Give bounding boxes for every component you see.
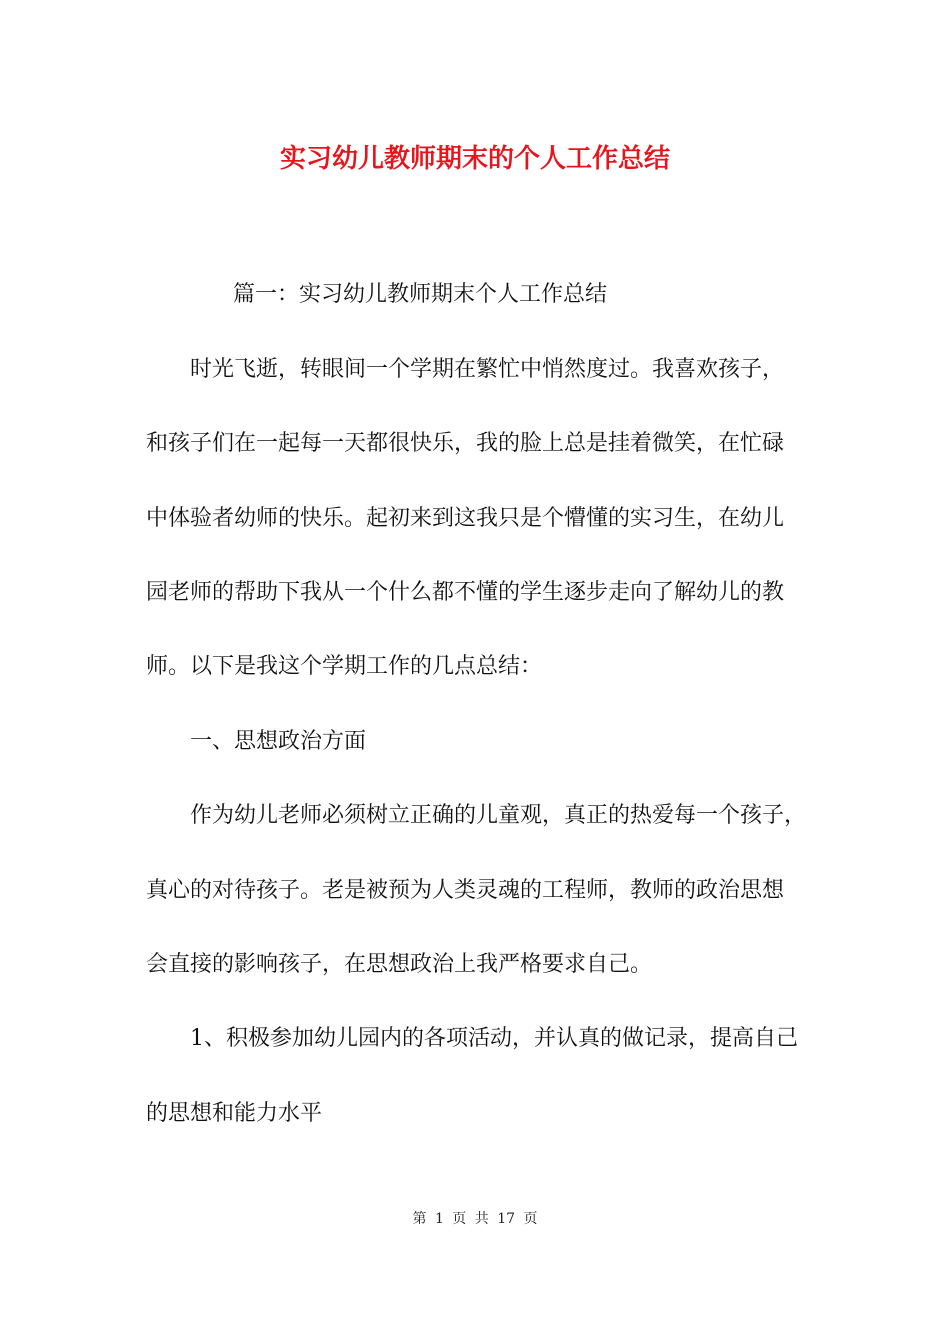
page-number: 第 1 页 共 17 页 [412,1211,538,1227]
list-item-line: 的思想和能力水平 [146,1101,323,1126]
paragraph-line: 师。以下是我这个学期工作的几点总结： [146,654,543,679]
paragraph-line: 真心的对待孩子。老是被预为人类灵魂的工程师，教师的政治思想 [146,878,785,903]
paragraph-line: 作为幼儿老师必须树立正确的儿童观，真正的热爱每一个孩子， [190,803,807,828]
paragraph-line: 时光飞逝，转眼间一个学期在繁忙中悄然度过。我喜欢孩子， [190,357,785,382]
subsection-heading: 一、思想政治方面 [190,729,367,754]
list-item-line: 1、积极参加幼儿园内的各项活动，并认真的做记录，提高自己 [190,1026,798,1051]
paragraph-line: 园老师的帮助下我从一个什么都不懂的学生逐步走向了解幼儿的教 [146,580,785,605]
paragraph-line: 和孩子们在一起每一天都很快乐，我的脸上总是挂着微笑，在忙碌 [146,431,785,456]
document-title: 实习幼儿教师期末的个人工作总结 [279,144,670,174]
paragraph-line: 会直接的影响孩子，在思想政治上我严格要求自己。 [146,952,653,977]
section-heading: 篇一：实习幼儿教师期末个人工作总结 [233,282,608,307]
paragraph-line: 中体验者幼师的快乐。起初来到这我只是个懵懂的实习生，在幼儿 [146,506,785,531]
